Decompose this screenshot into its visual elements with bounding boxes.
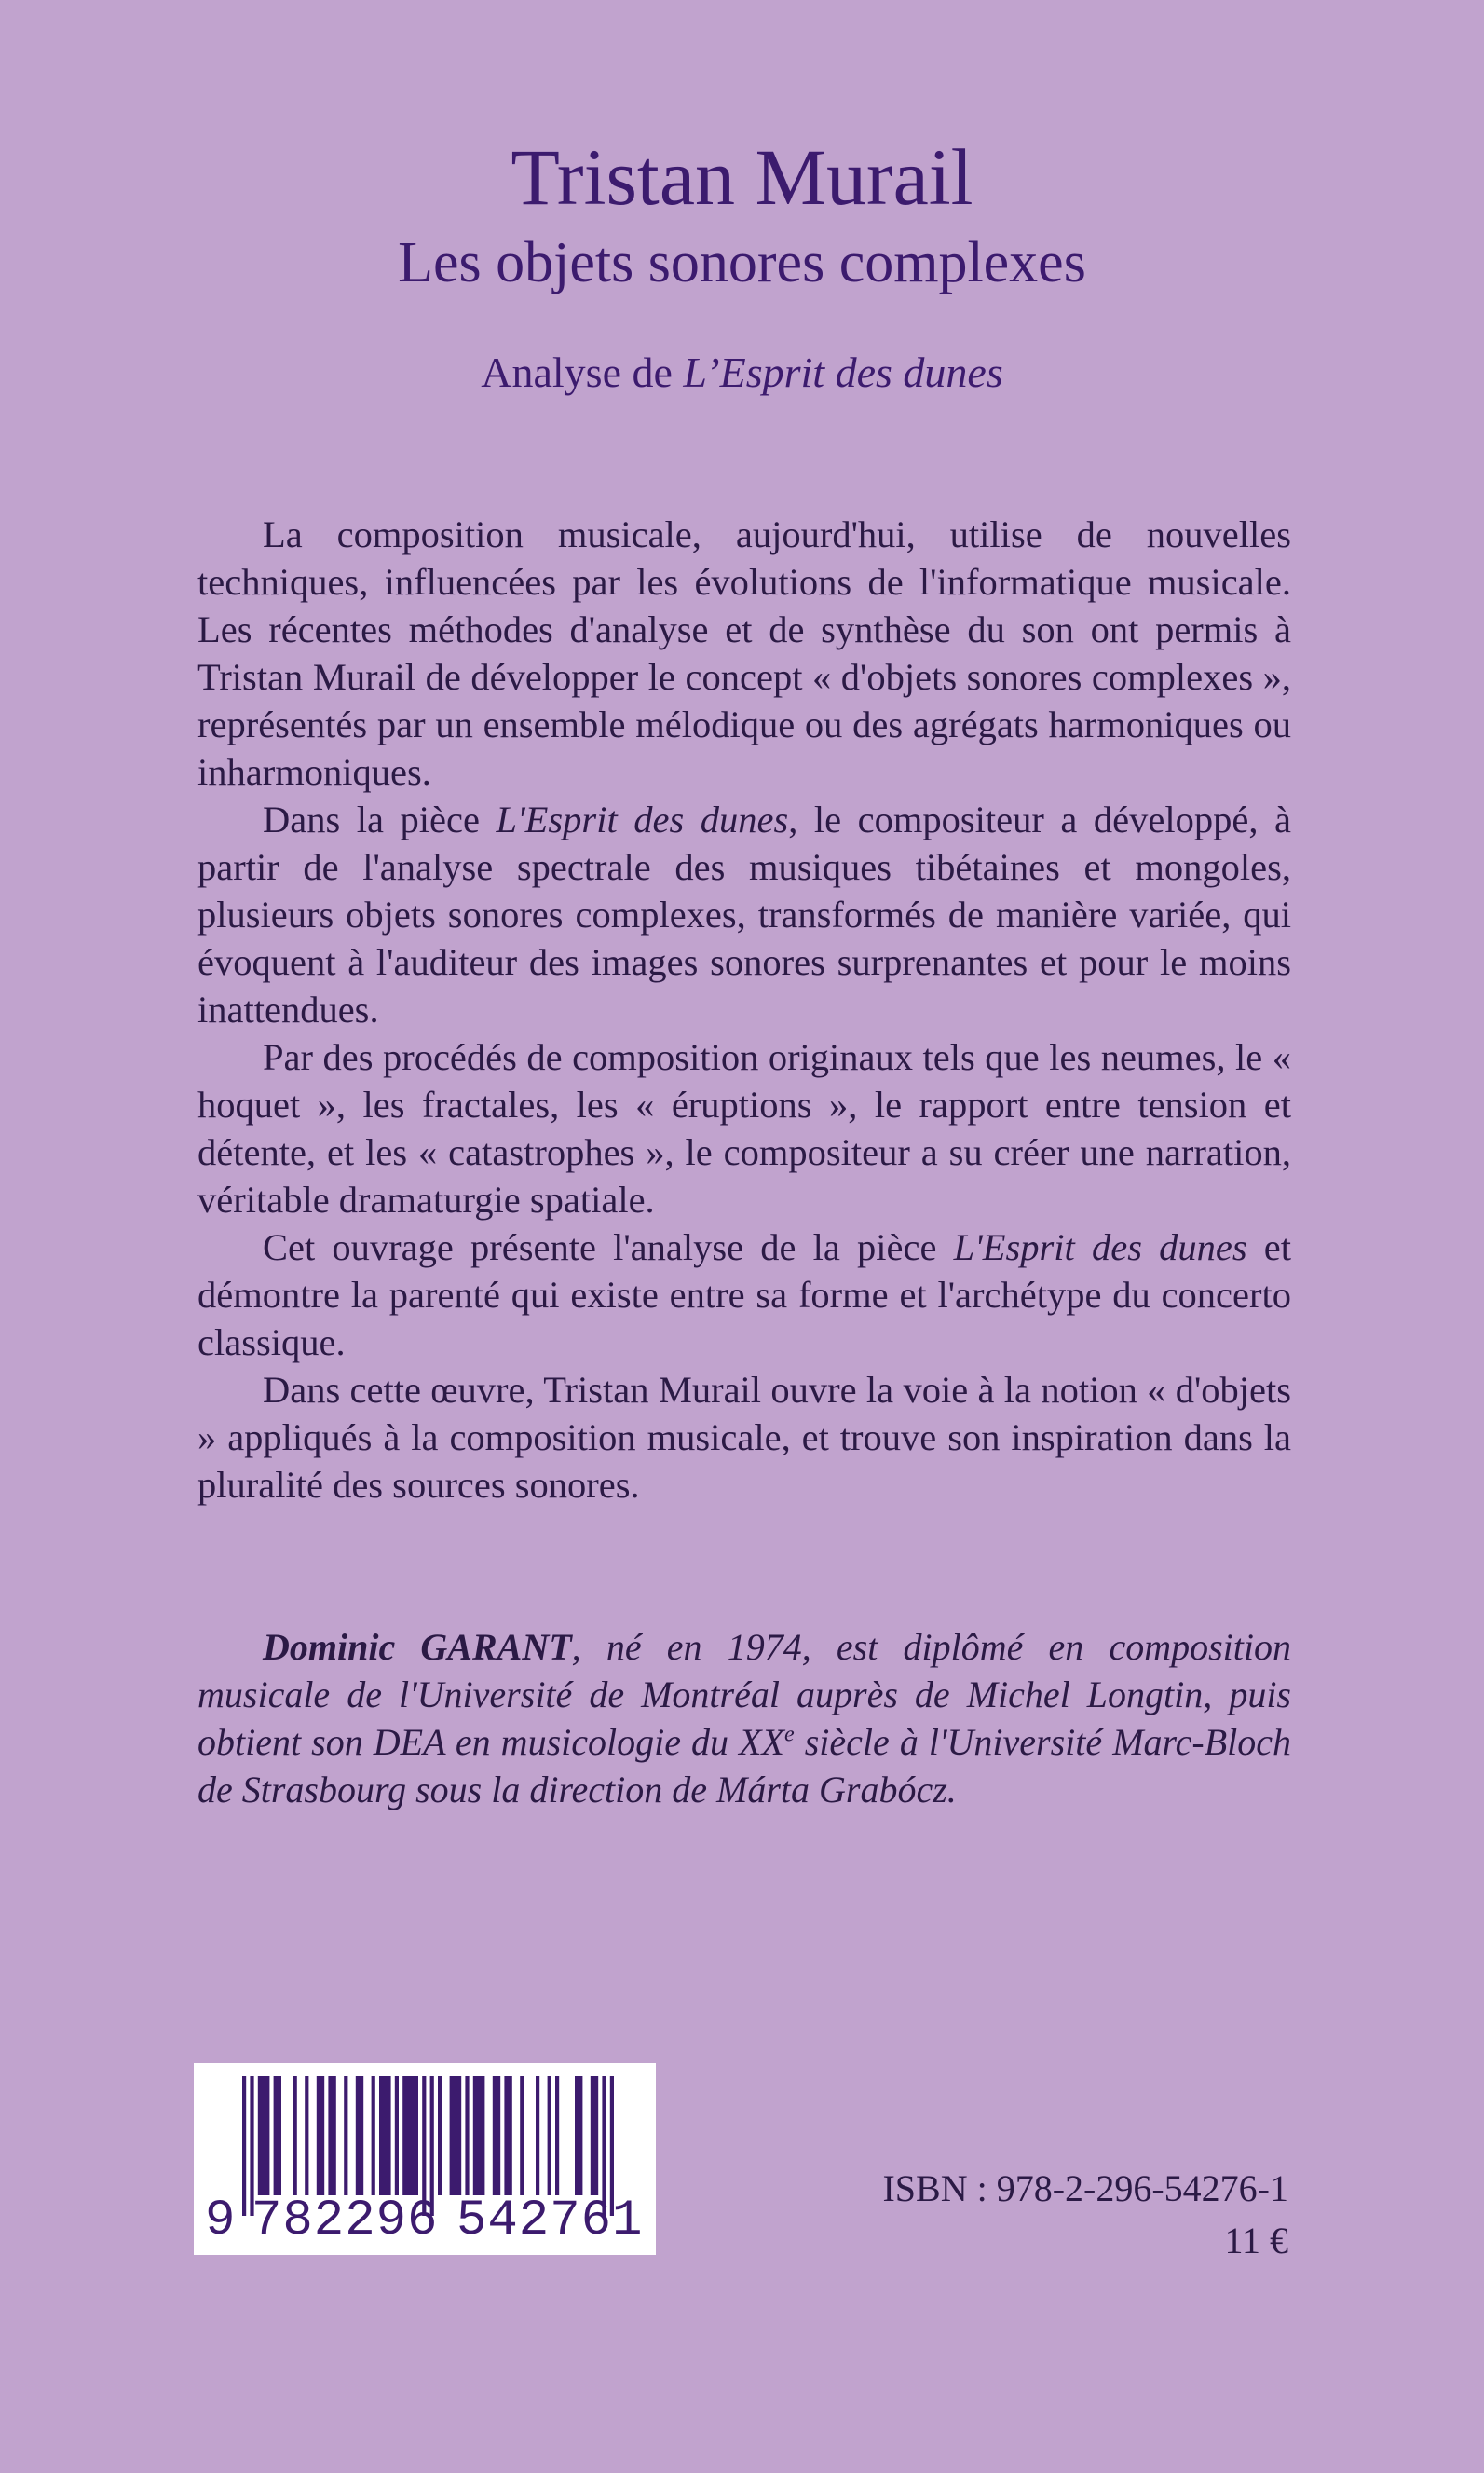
p4-after: et démontre la parenté qui existe entre sa forme et l'archétype du concerto classique. xyxy=(197,1226,1291,1363)
blurb-paragraph-1: La composition musicale, aujourd'hui, utilise de nouvelles techniques, influencées par les évolutions de l'informatique musicale. Les récentes méthodes d'analyse et de synthèse du son ont permis à Tristan Murail de développer le concept « d'objets sonores complexes », représentés par un ensemble mélodique ou des agrégats harmoniques ou inharmoniques. xyxy=(197,513,1291,793)
barcode-bar xyxy=(465,2076,469,2195)
barcode-bar xyxy=(305,2076,308,2195)
barcode-group-1: 782296 xyxy=(252,2193,439,2249)
author-bio-sup: e xyxy=(783,1722,795,1747)
barcode xyxy=(194,2063,656,2255)
barcode-bar xyxy=(372,2076,375,2195)
blurb-paragraph-3: Par des procédés de composition originaux tels que les neumes, le « hoquet », les fractales, les « éruptions », le rapport entre tension et détente, et les « catastrophes », le compositeur a su créer une narration, véritable dramaturgie spatiale. xyxy=(197,1036,1291,1221)
analyse-work-title: L’Esprit des dunes xyxy=(683,348,1003,396)
author-name: Dominic GARANT xyxy=(263,1626,572,1668)
blurb-paragraph-5: Dans cette œuvre, Tristan Murail ouvre la voie à la notion « d'objets » appliqués à la composition musicale, et trouve son inspiration dans la pluralité des sources sonores. xyxy=(197,1369,1291,1506)
barcode-bar xyxy=(536,2076,539,2195)
p4-work-title: L'Esprit des dunes xyxy=(953,1226,1247,1268)
p2-work-title: L'Esprit des dunes xyxy=(496,799,789,840)
barcode-bar xyxy=(402,2076,418,2195)
barcode-bar xyxy=(379,2076,391,2195)
barcode-group-2: 542761 xyxy=(456,2193,644,2249)
barcode-bar xyxy=(438,2076,442,2195)
blurb-paragraph-2 xyxy=(197,796,1291,1033)
isbn-number: ISBN : 978-2-296-54276-1 xyxy=(882,2167,1288,2209)
barcode-bar xyxy=(317,2076,324,2195)
blurb-paragraph-4 xyxy=(197,1223,1291,1366)
book-title: Tristan Murail xyxy=(511,132,973,222)
barcode-bar xyxy=(473,2076,485,2195)
p4-before: Cet ouvrage présente l'analyse de la pièce xyxy=(263,1226,954,1268)
barcode-bar xyxy=(344,2076,347,2195)
author-bio-text-1: , né en 1974, est diplômé en composition musicale de l'Université de Montréal auprès de Michel Longtin, puis obtient son DEA en musicologie du XX xyxy=(197,1626,1291,1763)
barcode-bar xyxy=(274,2076,281,2195)
author-bio-text-2: siècle à l'Université Marc-Bloch de Strasbourg sous la direction de Márta Grabócz. xyxy=(197,1721,1291,1810)
barcode-digits xyxy=(194,2193,656,2249)
analyse-prefix: Analyse de xyxy=(481,348,684,396)
barcode-bar xyxy=(504,2076,511,2195)
barcode-bar xyxy=(395,2076,399,2195)
barcode-bar xyxy=(450,2076,462,2195)
barcode-bar xyxy=(555,2076,559,2195)
barcode-bar xyxy=(356,2076,363,2195)
blurb-text xyxy=(197,511,1291,1509)
p2-after: , le compositeur a développé, à partir de l'analyse spectrale des musiques tibétaines et mongoles, plusieurs objets sonores complexes, transformés de manière variée, qui évoquent à l'auditeur des images sonores surprenantes et pour le moins inattendues. xyxy=(197,799,1291,1031)
p2-before: Dans la pièce xyxy=(263,799,497,840)
book-subtitle: Les objets sonores complexes xyxy=(398,231,1086,294)
barcode-bar xyxy=(293,2076,297,2195)
cover-header xyxy=(0,130,1484,401)
barcode-bar xyxy=(575,2076,582,2195)
author-bio xyxy=(197,1623,1291,1813)
barcode-bar xyxy=(328,2076,335,2195)
barcode-bar xyxy=(548,2076,551,2195)
barcode-bar xyxy=(258,2076,270,2195)
barcode-bar xyxy=(493,2076,500,2195)
price: 11 € xyxy=(1224,2220,1288,2261)
barcode-first-digit: 9 xyxy=(205,2193,236,2249)
barcode-bar xyxy=(520,2076,524,2195)
barcode-bar xyxy=(591,2076,598,2195)
book-analyse-line xyxy=(0,345,1484,401)
